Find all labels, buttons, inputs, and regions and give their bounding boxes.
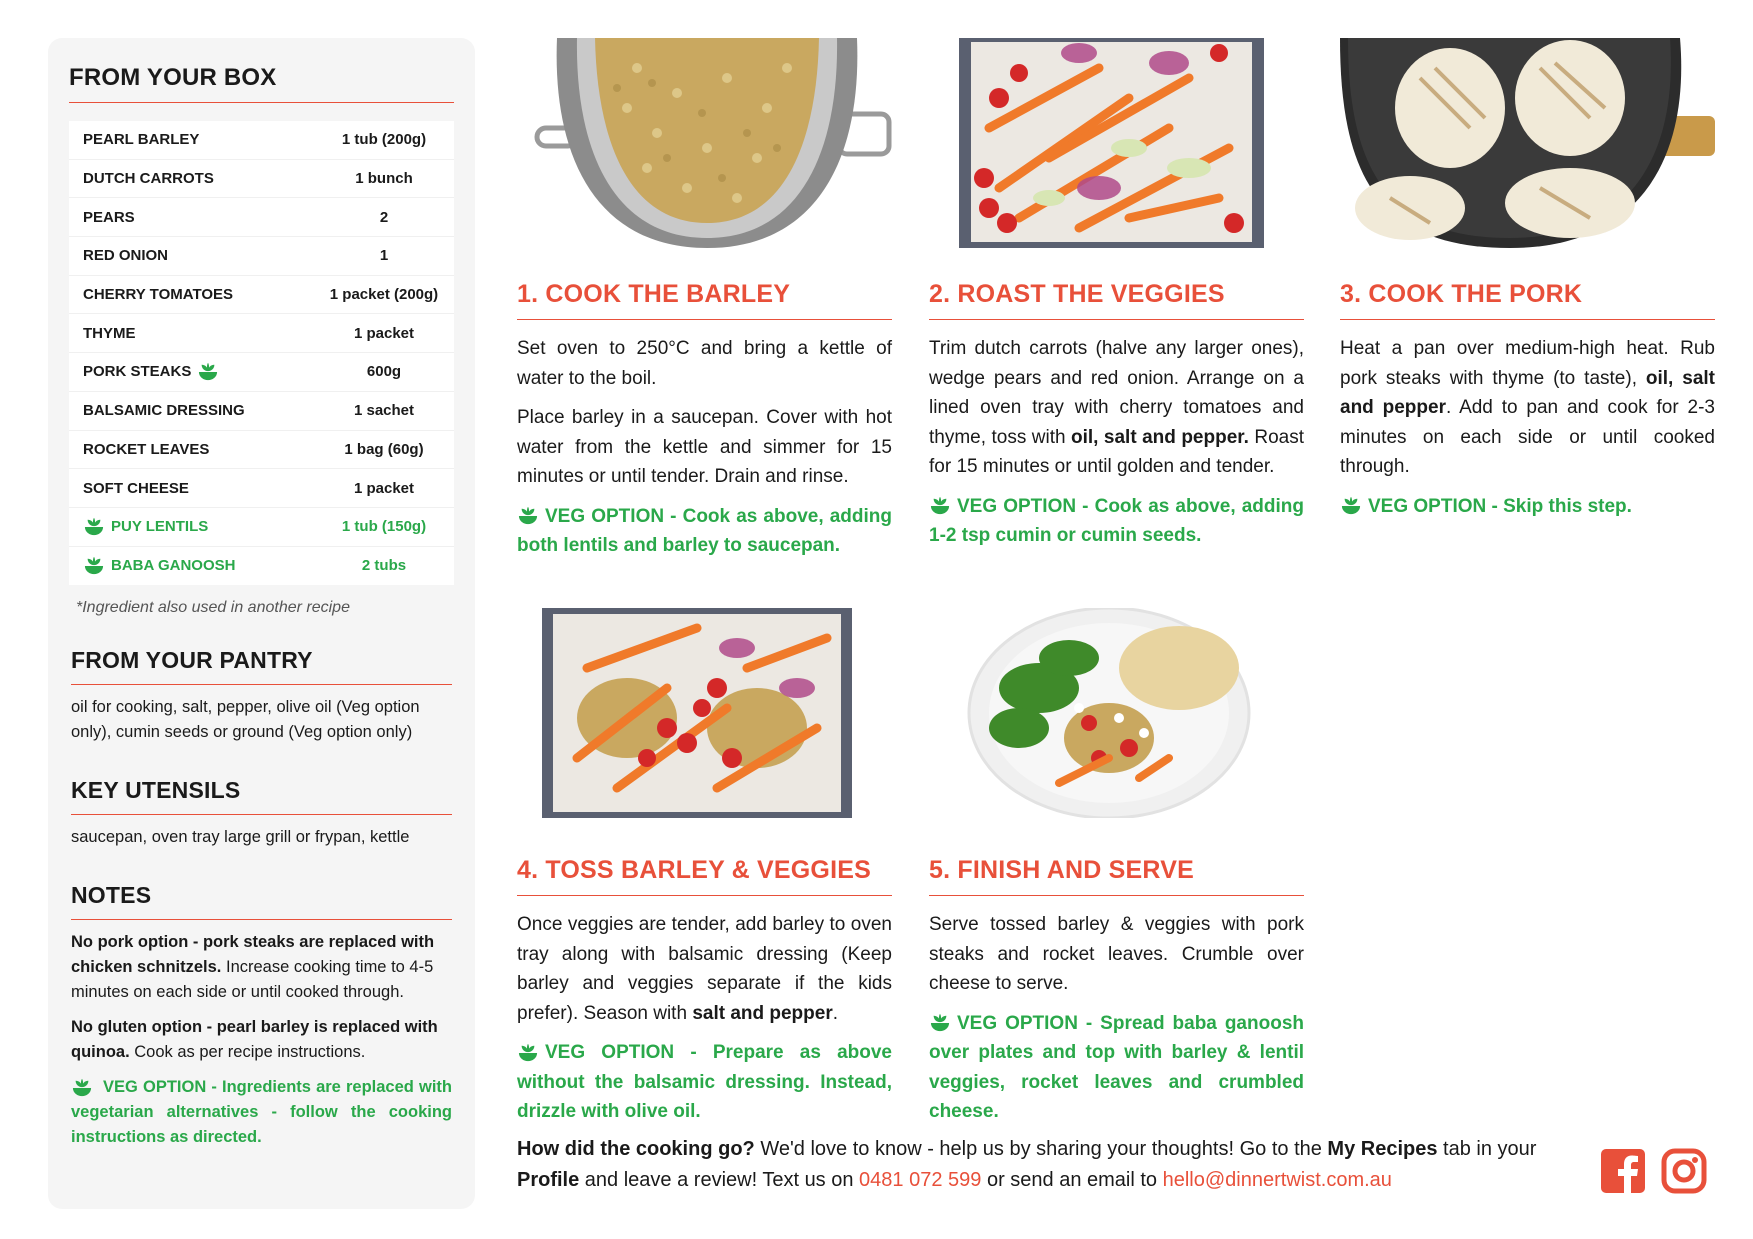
step-veg-option <box>1340 492 1715 522</box>
note-veg-text: VEG OPTION - Ingredients are replaced with vegetarian alternatives - follow the cooking instructions as directed. <box>71 1078 452 1147</box>
bold-span: salt and pepper <box>692 1002 833 1024</box>
text-span: . Add to pan and cook for 2-3 minutes on each side or until cooked through. <box>1340 397 1715 477</box>
ingredient-qty: 1 tub (200g) <box>341 131 427 149</box>
instagram-icon[interactable] <box>1661 1148 1707 1194</box>
footer-text: or send an email to <box>981 1169 1163 1191</box>
ingredient-qty: 2 tubs <box>361 557 407 575</box>
step-paragraph: Serve tossed barley & veggies with pork steaks and rocket leaves. Crumble over cheese to serve. <box>929 914 1304 994</box>
step-5 <box>929 856 1304 1137</box>
ingredient-name: BABA GANOOSH <box>111 557 236 575</box>
table-row <box>69 431 454 470</box>
ingredient-qty: 2 <box>379 208 389 226</box>
pork-grill-image <box>1340 38 1715 248</box>
footnote: *Ingredient also used in another recipe <box>76 599 350 617</box>
text-span: . <box>832 1002 839 1024</box>
step-body <box>929 910 1304 1127</box>
finish-plate-image <box>929 608 1304 818</box>
step-paragraph <box>1340 334 1715 482</box>
profile-link[interactable]: Profile <box>517 1169 580 1191</box>
table-row <box>69 314 454 353</box>
veg-text: VEG OPTION - Prepare as above without the balsamic dressing. Instead, drizzle with olive oil. <box>517 1042 892 1122</box>
text-span: Once veggies are tender, add barley to oven tray along with balsamic dressing (Keep barley and veggies separate if the kids prefer). Season with <box>517 914 892 1024</box>
note-bold: No gluten option - pearl barley is replaced with quinoa. <box>71 1018 438 1062</box>
email-link[interactable]: hello@dinnertwist.com.au <box>1162 1169 1392 1191</box>
ingredient-qty: 1 <box>379 247 389 265</box>
step-title: 3. COOK THE PORK <box>1340 280 1715 320</box>
veg-bowl-icon <box>83 556 105 576</box>
utensils-section <box>69 777 454 850</box>
ingredient-qty: 1 packet <box>353 324 415 342</box>
note-veg-option <box>71 1075 452 1150</box>
ingredient-name: THYME <box>83 324 136 342</box>
ingredient-name: PUY LENTILS <box>111 518 209 536</box>
table-row <box>69 160 454 199</box>
footer-text: and leave a review! Text us on <box>579 1169 860 1191</box>
my-recipes-link[interactable]: My Recipes <box>1327 1138 1438 1160</box>
step-body <box>929 334 1304 551</box>
step-1 <box>517 280 892 571</box>
step-paragraph <box>517 910 892 1028</box>
note-no-gluten <box>71 1015 452 1065</box>
step-paragraph <box>929 334 1304 482</box>
step-veg-option <box>517 502 892 561</box>
table-row <box>69 508 454 547</box>
ingredient-qty: 1 sachet <box>353 402 415 420</box>
step-paragraph: Set oven to 250°C and bring a kettle of water to the boil. <box>517 338 892 389</box>
step-body <box>1340 334 1715 521</box>
table-row <box>69 469 454 508</box>
pantry-text: oil for cooking, salt, pepper, olive oil (Veg option only), cumin seeds or ground (Veg option only) <box>71 698 420 742</box>
table-row <box>69 237 454 276</box>
ingredient-name: BALSAMIC DRESSING <box>83 402 245 420</box>
table-row <box>69 547 454 586</box>
ingredients-table <box>69 121 454 585</box>
veg-bowl-icon <box>517 1043 539 1063</box>
utensils-heading: KEY UTENSILS <box>71 777 452 815</box>
utensils-text: saucepan, oven tray large grill or frypan, kettle <box>71 828 410 847</box>
pantry-section <box>69 647 454 745</box>
note-text: Increase cooking time to 4-5 minutes on each side or until cooked through. <box>71 958 434 1002</box>
box-heading: FROM YOUR BOX <box>69 64 454 103</box>
facebook-icon[interactable] <box>1600 1148 1646 1194</box>
ingredient-name: PEARS <box>83 208 135 226</box>
table-row <box>69 198 454 237</box>
notes-section <box>69 882 454 1150</box>
text-span: Heat a pan over medium-high heat. Rub pork steaks with thyme (to taste), <box>1340 338 1715 389</box>
barley-pot-image <box>517 38 892 248</box>
ingredient-qty: 1 packet <box>353 479 415 497</box>
veg-text: VEG OPTION - Spread baba ganoosh over plates and top with barley & lentil veggies, rocket leaves and crumbled cheese. <box>929 1012 1304 1122</box>
ingredient-qty: 600g <box>366 363 402 381</box>
step-veg-option <box>929 1009 1304 1127</box>
ingredient-name: PORK STEAKS <box>83 363 192 381</box>
footer-text: tab in your <box>1437 1138 1537 1160</box>
pantry-heading: FROM YOUR PANTRY <box>71 647 452 685</box>
ingredient-qty: 1 bag (60g) <box>344 440 424 458</box>
step-4 <box>517 856 892 1137</box>
text-span: Trim dutch carrots (halve any larger ones), wedge pears and red onion. Arrange on a lined oven tray with cherry tomatoes and thyme, toss with <box>929 338 1304 448</box>
step-veg-option <box>929 492 1304 551</box>
ingredient-qty: 1 bunch <box>355 170 413 188</box>
ingredient-name: SOFT CHEESE <box>83 479 189 497</box>
step-body <box>517 334 892 561</box>
table-row <box>69 121 454 160</box>
veg-text: VEG OPTION - Cook as above, adding 1-2 tsp cumin or cumin seeds. <box>929 495 1304 546</box>
table-row <box>69 353 454 392</box>
step-veg-option <box>517 1038 892 1127</box>
ingredient-name: ROCKET LEAVES <box>83 440 210 458</box>
notes-heading: NOTES <box>71 882 452 920</box>
step-title: 1. COOK THE BARLEY <box>517 280 892 320</box>
veg-bowl-icon <box>929 496 951 516</box>
toss-barley-image <box>517 608 892 818</box>
ingredient-name: DUTCH CARROTS <box>83 170 214 188</box>
veg-bowl-icon <box>929 1013 951 1033</box>
ingredient-name: PEARL BARLEY <box>83 131 200 149</box>
phone-link[interactable]: 0481 072 599 <box>859 1169 982 1191</box>
ingredient-qty: 1 packet (200g) <box>329 286 439 304</box>
veg-bowl-icon <box>1340 496 1362 516</box>
bold-span: oil, salt and pepper <box>1340 367 1715 418</box>
bold-span: oil, salt and pepper. <box>1071 426 1249 448</box>
ingredient-name-cell <box>69 556 314 576</box>
feedback-footer <box>517 1134 1577 1196</box>
veg-bowl-icon <box>83 517 105 537</box>
ingredient-name-cell <box>69 517 314 537</box>
footer-question: How did the cooking go? <box>517 1138 755 1160</box>
text-span: Roast for 15 minutes or until golden and tender. <box>929 426 1304 477</box>
note-no-pork <box>71 930 452 1005</box>
step-2 <box>929 280 1304 561</box>
ingredient-name: CHERRY TOMATOES <box>83 286 234 304</box>
veg-bowl-icon <box>517 506 539 526</box>
sidebar-panel <box>48 38 475 1209</box>
ingredient-qty: 1 tub (150g) <box>341 518 427 536</box>
veg-text: VEG OPTION - Cook as above, adding both lentils and barley to saucepan. <box>517 505 892 556</box>
step-paragraph: Place barley in a saucepan. Cover with hot water from the kettle and simmer for 15 minutes or until tender. Drain and rinse. <box>517 407 892 487</box>
step-title: 2. ROAST THE VEGGIES <box>929 280 1304 320</box>
step-3 <box>1340 280 1715 531</box>
ingredient-name: RED ONION <box>83 247 169 265</box>
step-body <box>517 910 892 1127</box>
table-row <box>69 276 454 315</box>
note-bold: No pork option - pork steaks are replaced with chicken schnitzels. <box>71 933 435 977</box>
step-title: 4. TOSS BARLEY & VEGGIES <box>517 856 892 896</box>
step-title: 5. FINISH AND SERVE <box>929 856 1304 896</box>
footer-text: We'd love to know - help us by sharing your thoughts! Go to the <box>754 1138 1328 1160</box>
veg-text: VEG OPTION - Skip this step. <box>1368 495 1632 517</box>
note-text: Cook as per recipe instructions. <box>129 1043 366 1062</box>
ingredient-name-cell <box>69 362 314 382</box>
roast-veggies-image <box>929 38 1304 248</box>
veg-bowl-icon <box>197 362 219 382</box>
table-row <box>69 392 454 431</box>
veg-bowl-icon <box>71 1078 93 1098</box>
